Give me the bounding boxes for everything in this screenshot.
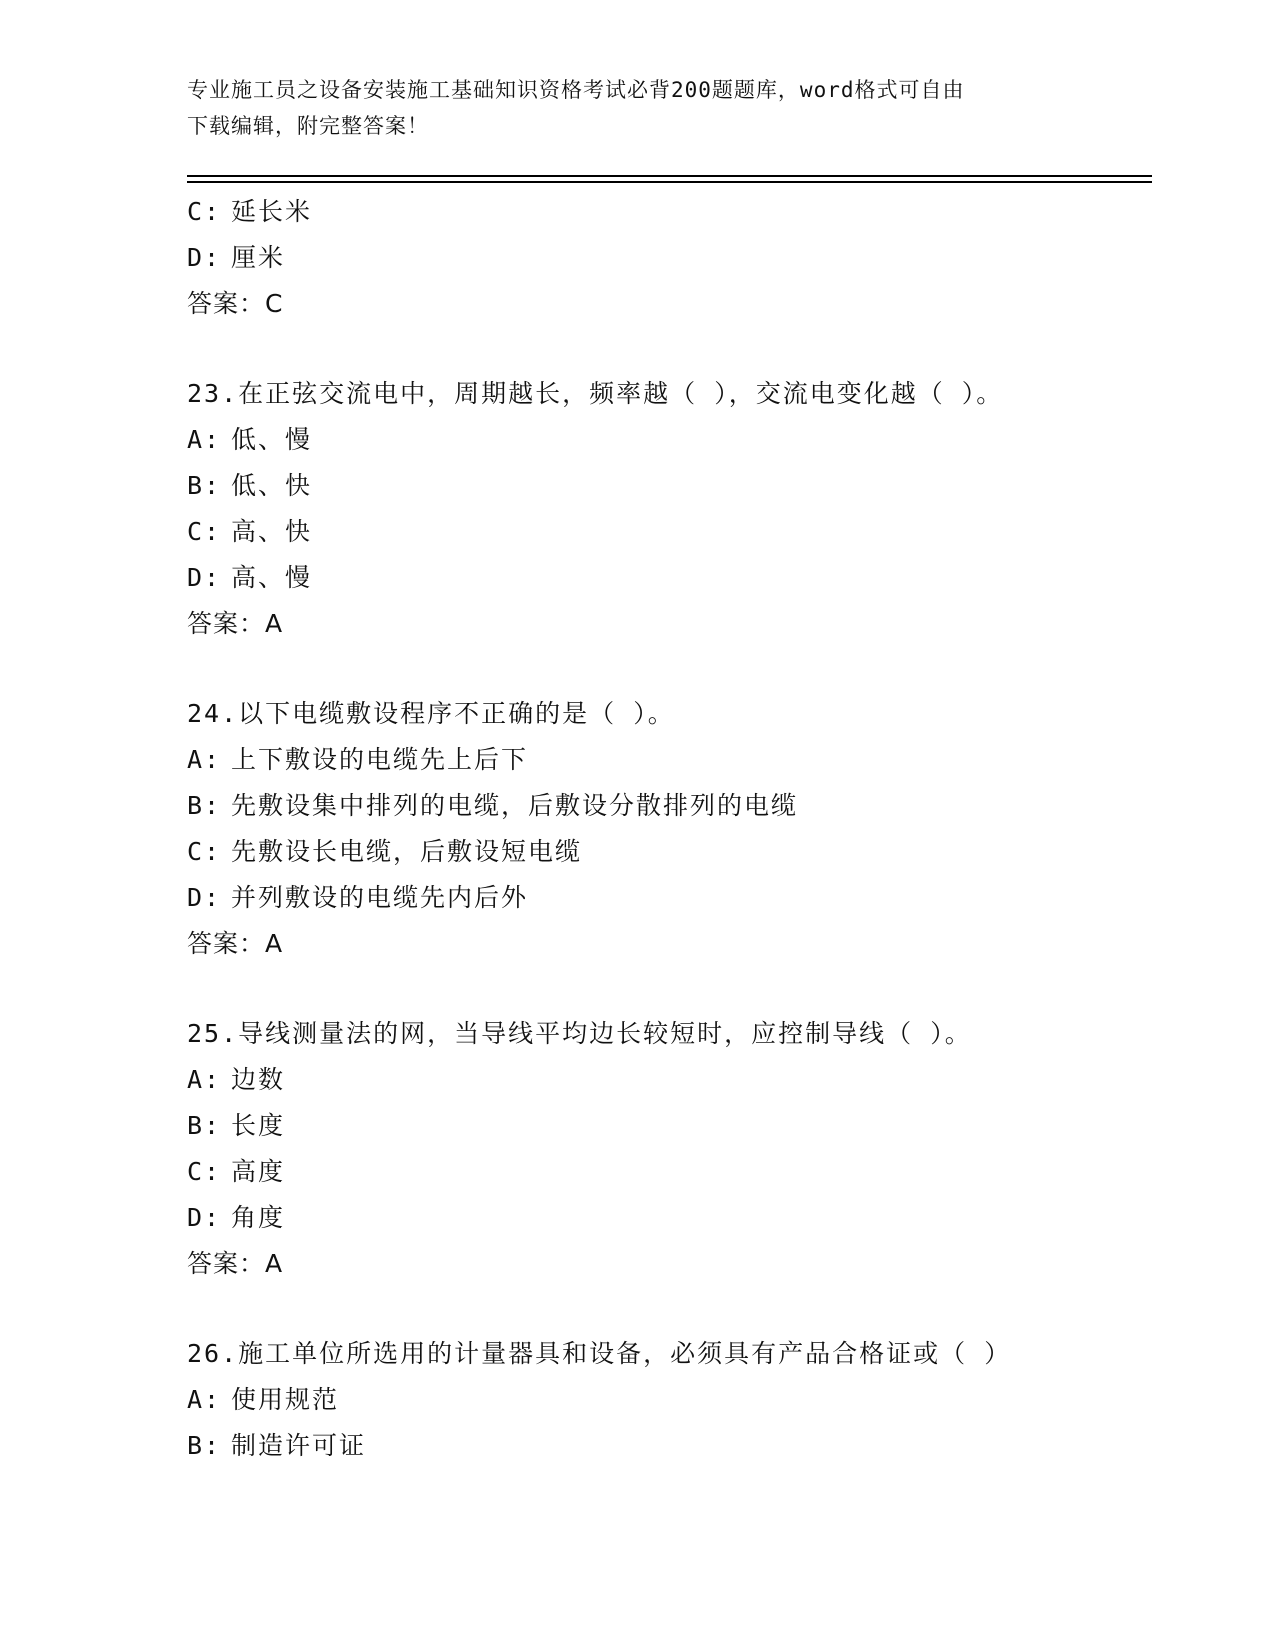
option-c: C: 延长米: [187, 197, 313, 226]
header-divider-top: [187, 175, 1152, 177]
header-divider-bottom: [187, 181, 1152, 183]
document-header: [187, 72, 1087, 144]
option-c: C: 先敷设长电缆，后敷设短电缆: [187, 837, 583, 866]
option-a: A: 使用规范: [187, 1385, 340, 1414]
question-26: [187, 1331, 1152, 1469]
question-content: [187, 189, 1152, 1469]
question-stem: 25.导线测量法的网，当导线平均边长较短时，应控制导线（ ）。: [187, 1019, 972, 1048]
question-25: [187, 1011, 1152, 1287]
answer-line: 答案：A: [187, 609, 284, 638]
answer-line: 答案：A: [187, 929, 284, 958]
option-b: B: 先敷设集中排列的电缆，后敷设分散排列的电缆: [187, 791, 799, 820]
option-a: A: 低、慢: [187, 425, 313, 454]
option-b: B: 长度: [187, 1111, 286, 1140]
question-24: [187, 691, 1152, 967]
option-a: A: 上下敷设的电缆先上后下: [187, 745, 529, 774]
option-b: B: 制造许可证: [187, 1431, 367, 1460]
option-d: D: 高、慢: [187, 563, 313, 592]
option-d: D: 并列敷设的电缆先内后外: [187, 883, 529, 912]
option-a: A: 边数: [187, 1065, 286, 1094]
header-line-2: 下载编辑，附完整答案！: [187, 114, 429, 138]
option-d: D: 厘米: [187, 243, 286, 272]
question-stem: 24.以下电缆敷设程序不正确的是（ ）。: [187, 699, 675, 728]
answer-line: 答案：A: [187, 1249, 284, 1278]
question-stem: 26.施工单位所选用的计量器具和设备，必须具有产品合格证或（ ）: [187, 1339, 1012, 1368]
header-line-1: 专业施工员之设备安装施工基础知识资格考试必背200题题库，word格式可自由: [187, 78, 965, 102]
question-22-continued: [187, 189, 1152, 327]
option-b: B: 低、快: [187, 471, 313, 500]
question-23: [187, 371, 1152, 647]
option-c: C: 高、快: [187, 517, 313, 546]
question-stem: 23.在正弦交流电中，周期越长，频率越（ ），交流电变化越（ ）。: [187, 379, 1004, 408]
answer-line: 答案：C: [187, 289, 284, 318]
option-d: D: 角度: [187, 1203, 286, 1232]
option-c: C: 高度: [187, 1157, 286, 1186]
